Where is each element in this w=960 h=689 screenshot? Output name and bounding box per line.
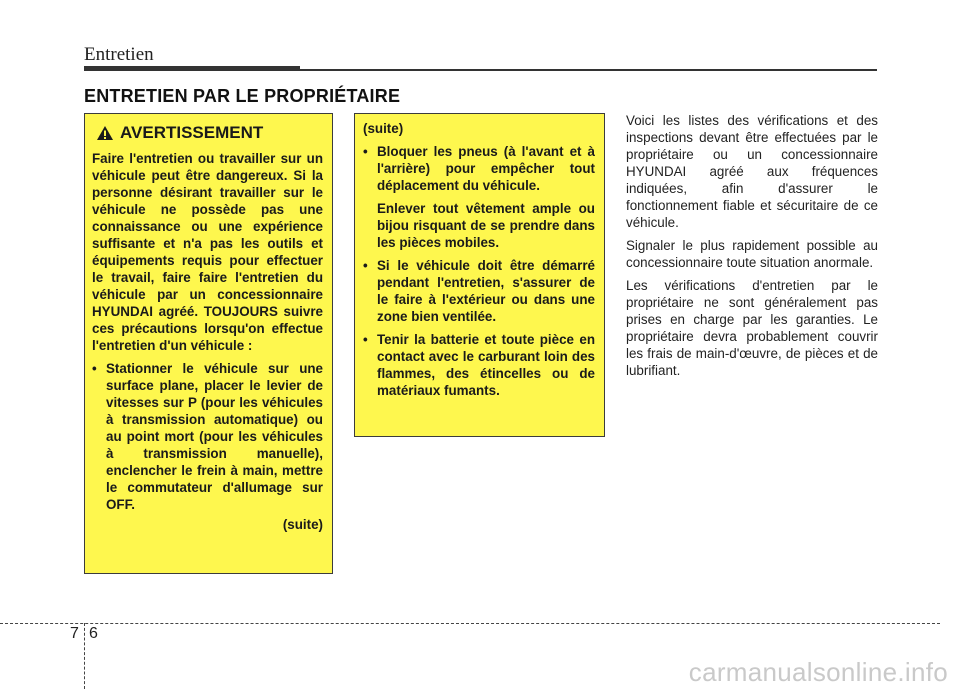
warning-bullet: • Si le véhicule doit être démarré pendant l'entretien, s'assurer de le faire à l'extérieur ou dans une zone bien ventilée. <box>363 257 595 325</box>
warning-heading <box>96 122 323 144</box>
header-rule-thick <box>84 66 300 71</box>
warning-bullet: • Tenir la batterie et toute pièce en contact avec le carburant loin des flammes, des étincelles ou de matériaux fumants. <box>363 331 595 399</box>
continued-label: (suite) <box>282 517 323 532</box>
warning-triangle-icon <box>96 125 114 141</box>
body-text <box>626 112 878 385</box>
header-rule-thin <box>300 69 877 71</box>
continued-label: (suite) <box>363 121 404 136</box>
header-title: Entretien <box>84 44 154 65</box>
warning-bullet: • Bloquer les pneus (à l'avant et à l'arrière) pour empêcher tout déplacement du véhicule. <box>363 143 595 194</box>
section-title: ENTRETIEN PAR LE PROPRIÉTAIRE <box>84 86 401 106</box>
warning-intro: Faire l'entretien ou travailler sur un véhicule peut être dangereux. Si la personne désirant travailler sur le véhicule ne possède pas une connaissance ou une expérience suffisante et n'a pas les outils et équipements requis pour effectuer le travail, faire faire l'entretien du véhicule par un concessionnaire HYUNDAI agréé. TOUJOURS suivre ces précautions lorsqu'on effectue l'entretien d'un véhicule : <box>92 151 323 353</box>
warning-heading-label: AVERTISSEMENT <box>120 123 264 142</box>
warning-box-right <box>354 113 605 437</box>
warning-bullet: • Stationner le véhicule sur une surface plane, placer le levier de vitesses sur P (pour les véhicules à transmission automatique) ou au point mort (pour les véhicules à transmission manuelle), enclencher le frein à main, mettre le commutateur d'allumage sur OFF. <box>92 360 323 513</box>
chapter-number: 7 <box>70 625 79 642</box>
body-paragraph: Signaler le plus rapidement possible au concessionnaire toute situation anormale. <box>626 238 878 270</box>
watermark: carmanualsonline.info <box>688 657 948 687</box>
body-paragraph: Les vérifications d'entretien par le propriétaire ne sont généralement pas prises en charge par les garanties. Le propriétaire devra probablement couvrir les frais de main-d'œuvre, de pièces et de lubrifiant. <box>626 278 878 378</box>
page-number: 6 <box>89 625 98 642</box>
body-paragraph: Voici les listes des vérifications et des inspections devant être effectuées par le propriétaire ou un concessionnaire HYUNDAI agréé aux fréquences indiquées, afin d'assurer le fonctionnement fiable et sécuritaire de ce véhicule. <box>626 113 878 230</box>
warning-box-left <box>84 113 333 574</box>
warning-bullet-extra: Enlever tout vêtement ample ou bijou risquant de se prendre dans les pièces mobiles. <box>377 201 595 250</box>
page-number-divider <box>84 623 85 689</box>
footer-divider <box>0 623 940 624</box>
